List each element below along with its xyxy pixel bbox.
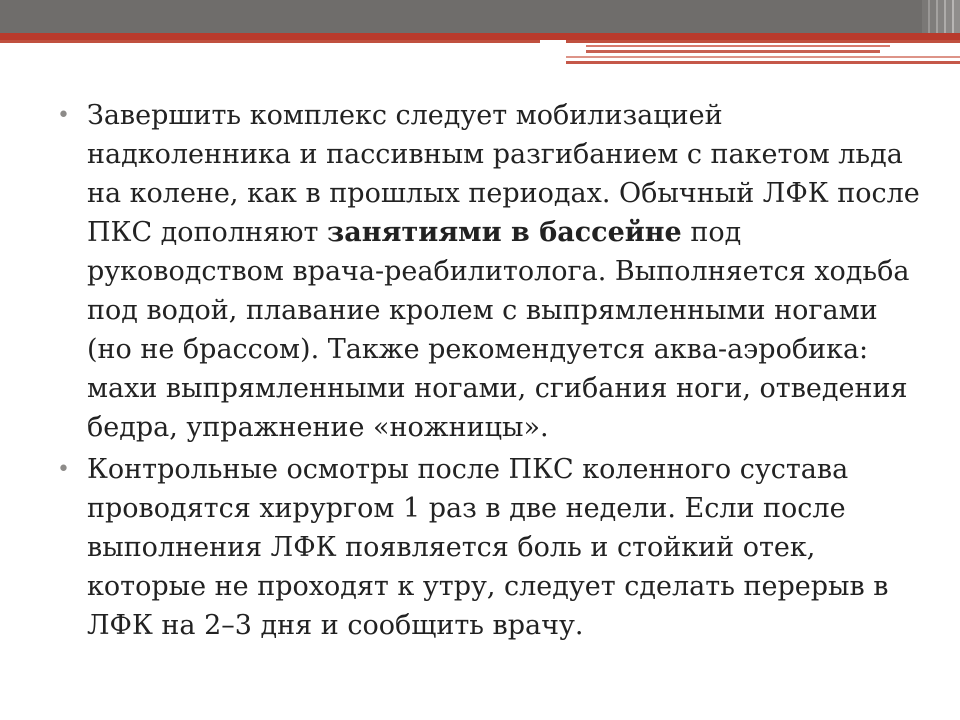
slide-body <box>57 96 927 648</box>
bullet-icon: • <box>57 457 70 482</box>
accent-lines-right <box>566 40 960 66</box>
accent-line-left <box>0 40 540 43</box>
bullet-text: Завершить комплекс следует мобилизацией надколенника и пассивным разгибанием с пакетом льда на колене, как в прошлых периодах. Обычный ЛФК после ПКС дополняют <box>87 100 920 248</box>
bullet-text-continued: под руководством врача-реабилитолога. Выполняется ходьба под водой, плавание кролем с выпрямленными ногами (но не брассом). Также рекомендуется аква-аэробика: махи выпрямленными ногами, сгибания ноги, отведения бедра, упражнение «ножницы». <box>87 217 910 443</box>
header-band <box>0 0 960 33</box>
bullet-icon: • <box>57 103 70 128</box>
accent-line <box>0 33 960 40</box>
bullet-text: Контрольные осмотры после ПКС коленного сустава проводятся хирургом 1 раз в две недели. Если после выполнения ЛФК появляется боль и стойкий отек, которые не проходят к утру, следует сделать перерыв в ЛФК на 2–3 дня и сообщить врачу. <box>87 454 889 641</box>
header-stripes <box>922 0 960 33</box>
bullet-item <box>57 96 927 447</box>
bullet-bold-text: занятиями в бассейне <box>327 217 682 248</box>
bullet-item <box>57 450 927 645</box>
